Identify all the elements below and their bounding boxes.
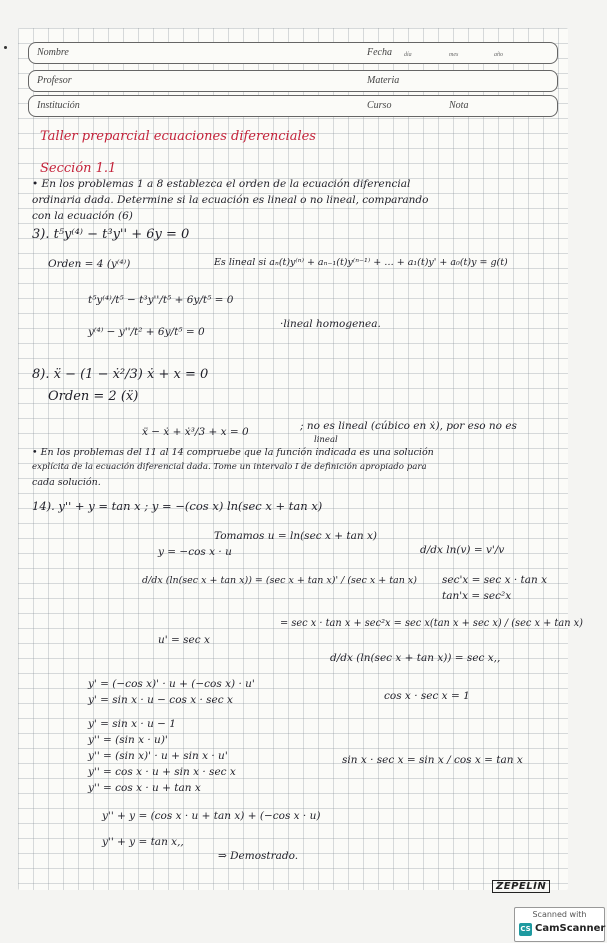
problem-14-final: y'' + y = tan x,, [102,836,184,848]
section-heading: Sección 1.1 [40,161,117,176]
header-row-institucion [28,95,558,117]
ano-label: año [494,52,503,58]
nombre-label: Nombre [37,47,69,58]
problem-14-demonstrated: ⇒ Demostrado. [218,850,299,862]
problem-3-result: ·lineal homogenea. [280,318,381,330]
problem-14-y-prime-3: y' = sin x · u − 1 [88,718,176,730]
problem-14-y-double-prime-4: y'' = cos x · u + tan x [88,782,201,794]
problem-14-derivative-u: d/dx (ln(sec x + tan x)) = (sec x + tan x)' / (sec x + tan x) [142,575,417,586]
instructions-2-line-2: explícita de la ecuación diferencial dada. Tome un intervalo I de definición apropiado para [32,462,427,472]
problem-14-y: y = −cos x · u [158,546,232,558]
problem-14-sum: y'' + y = (cos x · u + tan x) + (−cos x · u) [102,810,321,822]
nota-label: Nota [449,100,469,111]
sin-sec-identity: sin x · sec x = sin x / cos x = tan x [342,754,523,766]
scanned-with-text: Scanned with [532,910,587,919]
problem-14-substitution: Tomamos u = ln(sec x + tan x) [214,530,377,542]
problem-3-equation: 3). t⁵y⁽⁴⁾ − t³y'' + 6y = 0 [32,227,190,242]
problem-3-step-2: y⁽⁴⁾ − y''/t² + 6y/t⁵ = 0 [88,326,205,338]
log-derivative-rule: d/dx ln(v) = v'/v [420,544,505,556]
problem-8-order: Orden = 2 (ẍ) [48,389,139,404]
problem-8-equation: 8). ẍ − (1 − ẋ²/3) ẋ + x = 0 [32,367,209,382]
instructions-1-line-1: • En los problemas 1 a 8 establezca el orden de la ecuación diferencial [32,178,411,190]
linear-definition: Es lineal si aₙ(t)y⁽ⁿ⁾ + aₙ₋₁(t)y⁽ⁿ⁻¹⁾ + … + a₁(t)y' + a₀(t)y = g(t) [214,257,508,268]
tan-derivative: tan'x = sec²x [442,590,512,602]
camscanner-name: CamScanner [535,923,606,934]
dia-label: día [404,52,412,58]
notebook-brand-logo: ZEPELÍN [492,880,550,893]
scan-speck [4,46,7,49]
header-row-nombre [28,42,558,64]
instructions-1-line-2: ordinaria dada. Determine si la ecuación es lineal o no lineal, comparando [32,194,429,206]
mes-label: mes [449,52,459,58]
materia-label: Materia [367,75,400,86]
profesor-label: Profesor [37,75,72,86]
problem-14-numerator: = sec x · tan x + sec²x = sec x(tan x + sec x) / (sec x + tan x) [280,618,583,629]
problem-14-u-prime: u' = sec x [158,634,210,646]
problem-14-y-prime-2: y' = sin x · u − cos x · sec x [88,694,233,706]
notebook-page [18,28,583,890]
instructions-1-line-3: con la ecuación (6) [32,210,133,222]
problem-3-step-1: t⁵y⁽⁴⁾/t⁵ − t³y''/t⁵ + 6y/t⁵ = 0 [88,294,234,306]
notes-title: Taller preparcial ecuaciones diferenciales [40,129,316,144]
problem-14-y-double-prime-2: y'' = (sin x)' · u + sin x · u' [88,750,228,762]
problem-14-ln-derivative: d/dx (ln(sec x + tan x)) = sec x,, [330,652,501,664]
curso-label: Curso [367,100,392,111]
fecha-label: Fecha [367,47,392,58]
problem-8-step: ẍ − ẋ + ẋ³/3 + x = 0 [142,426,249,438]
instructions-2-line-3: cada solución. [32,477,101,488]
sec-derivative: sec'x = sec x · tan x [442,574,548,586]
header-row-profesor [28,70,558,92]
camscanner-logo-icon: CS [519,923,532,936]
instructions-2-line-1: • En los problemas del 11 al 14 compruebe que la función indicada es una solución [32,447,434,458]
camscanner-watermark [514,907,605,942]
cos-sec-identity: cos x · sec x = 1 [384,690,470,702]
problem-14-y-prime-1: y' = (−cos x)' · u + (−cos x) · u' [88,678,255,690]
problem-8-result-line-2: lineal [314,435,338,445]
problem-14-y-double-prime-3: y'' = cos x · u + sin x · sec x [88,766,236,778]
problem-14-y-double-prime-1: y'' = (sin x · u)' [88,734,168,746]
problem-14-equation: 14). y'' + y = tan x ; y = −(cos x) ln(sec x + tan x) [32,499,323,513]
problem-8-result-line-1: ; no es lineal (cúbico en ẋ), por eso no es [300,420,517,432]
institucion-label: Institución [37,100,80,111]
problem-3-order: Orden = 4 (y⁽⁴⁾) [48,258,131,270]
